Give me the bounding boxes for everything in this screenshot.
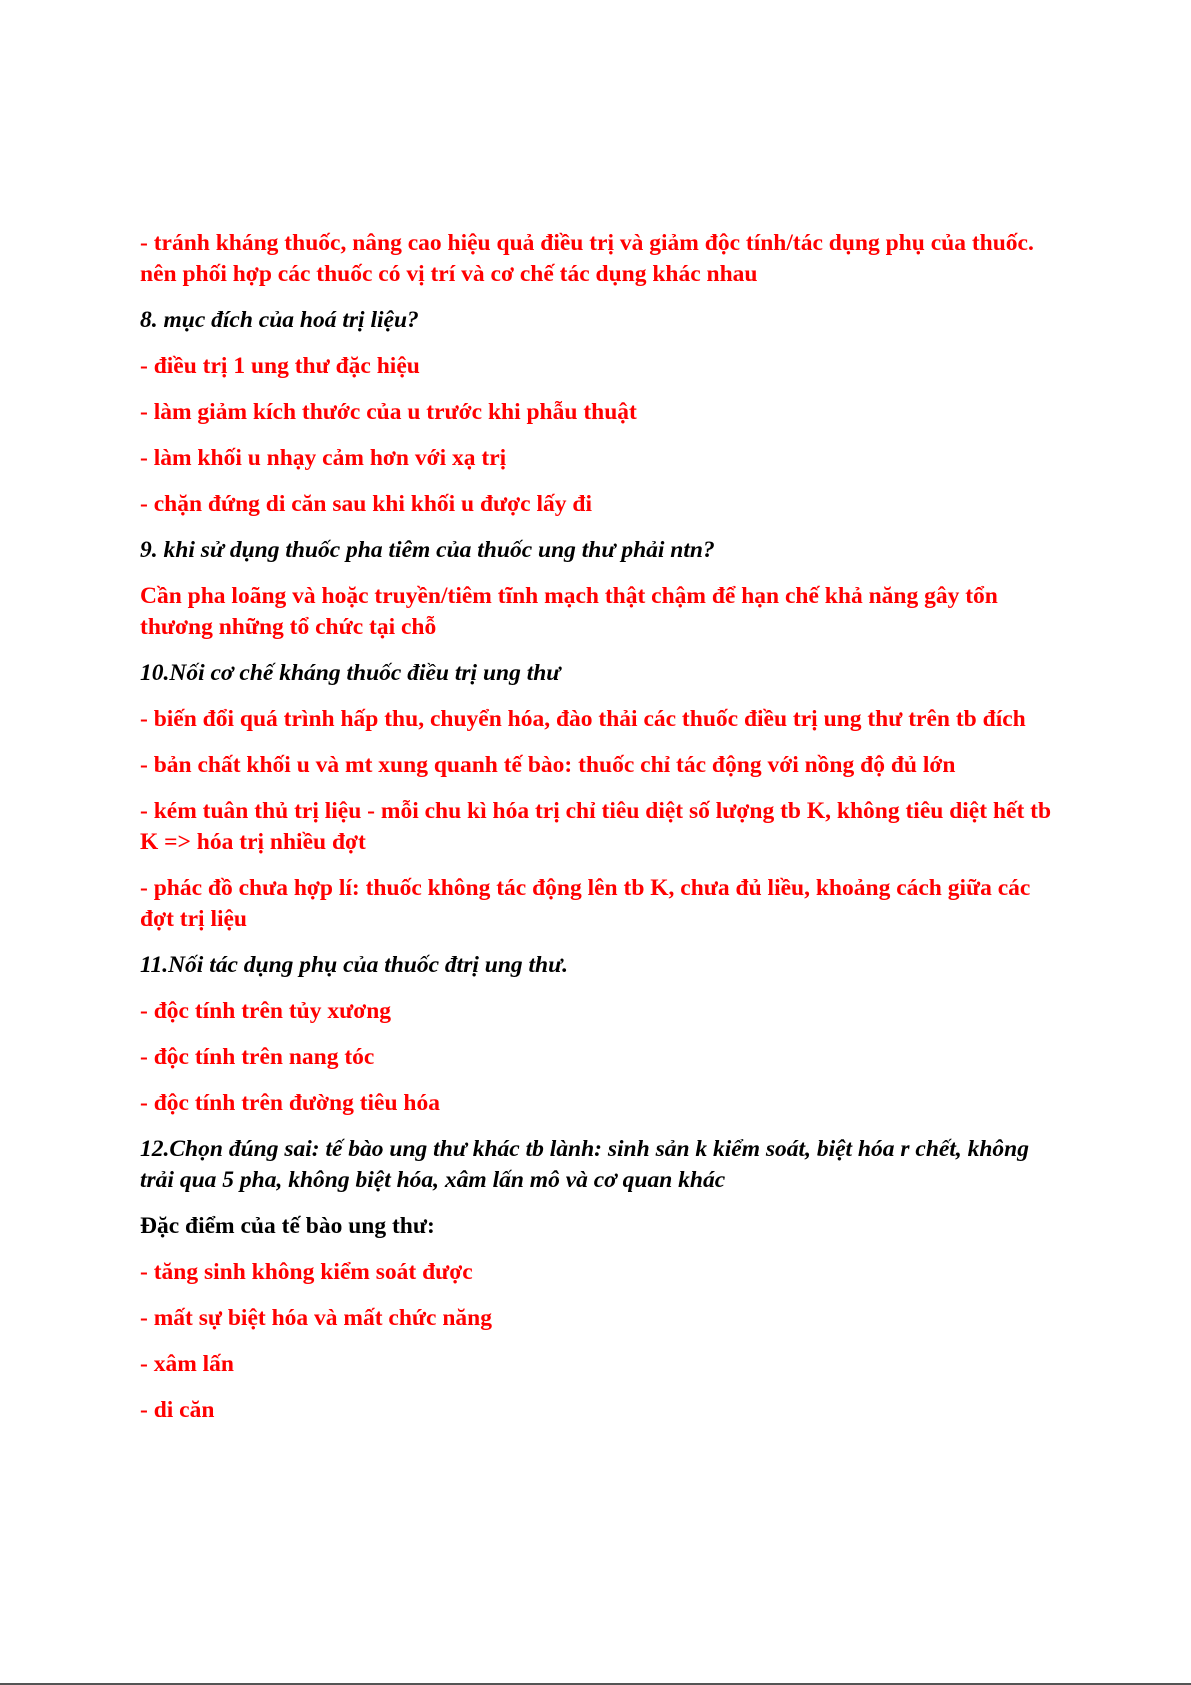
answer-item: - độc tính trên tủy xương [140, 998, 392, 1024]
document-page [140, 228, 1060, 1441]
answer-item: - xâm lấn [140, 1351, 234, 1377]
answer-item: - biến đổi quá trình hấp thu, chuyển hóa, đào thải các thuốc điều trị ung thư trên tb đích [140, 706, 1026, 732]
answer-item: - độc tính trên đường tiêu hóa [140, 1090, 441, 1116]
question-11: 11.Nối tác dụng phụ của thuốc đtrị ung thư. [140, 952, 569, 978]
answer-item: - điều trị 1 ung thư đặc hiệu [140, 353, 420, 379]
answer-item: - chặn đứng di căn sau khi khối u được lấy đi [140, 491, 592, 517]
answer-item: - bản chất khối u và mt xung quanh tế bào: thuốc chỉ tác động với nồng độ đủ lớn [140, 752, 956, 778]
answer-item: - tăng sinh không kiểm soát được [140, 1259, 473, 1285]
question-8: 8. mục đích của hoá trị liệu? [140, 307, 419, 333]
answer-paragraph: - tránh kháng thuốc, nâng cao hiệu quả điều trị và giảm độc tính/tác dụng phụ của thuốc. nên phối hợp các thuốc có vị trí và cơ chế tác dụng khác nhau [140, 230, 1034, 287]
answer-item: - mất sự biệt hóa và mất chức năng [140, 1305, 492, 1331]
answer-item: - kém tuân thủ trị liệu - mỗi chu kì hóa trị chỉ tiêu diệt số lượng tb K, không tiêu diệt hết tb K => hóa trị nhiều đợt [140, 798, 1052, 855]
question-10: 10.Nối cơ chế kháng thuốc điều trị ung thư [140, 660, 561, 686]
answer-item: - độc tính trên nang tóc [140, 1044, 375, 1070]
question-9: 9. khi sử dụng thuốc pha tiêm của thuốc ung thư phải ntn? [140, 537, 715, 563]
answer-item: - phác đồ chưa hợp lí: thuốc không tác động lên tb K, chưa đủ liều, khoảng cách giữa các đợt trị liệu [140, 875, 1031, 932]
question-12: 12.Chọn đúng sai: tế bào ung thư khác tb lành: sinh sản k kiểm soát, biệt hóa r chết, không trải qua 5 pha, không biệt hóa, xâm lấn mô và cơ quan khác [140, 1136, 1029, 1193]
answer-item: - làm giảm kích thước của u trước khi phẫu thuật [140, 399, 637, 425]
section-heading: Đặc điểm của tế bào ung thư: [140, 1213, 435, 1239]
answer-paragraph: Cần pha loãng và hoặc truyền/tiêm tĩnh mạch thật chậm để hạn chế khả năng gây tổn thương những tổ chức tại chỗ [140, 583, 998, 640]
answer-item: - làm khối u nhạy cảm hơn với xạ trị [140, 445, 507, 471]
answer-item: - di căn [140, 1397, 215, 1423]
